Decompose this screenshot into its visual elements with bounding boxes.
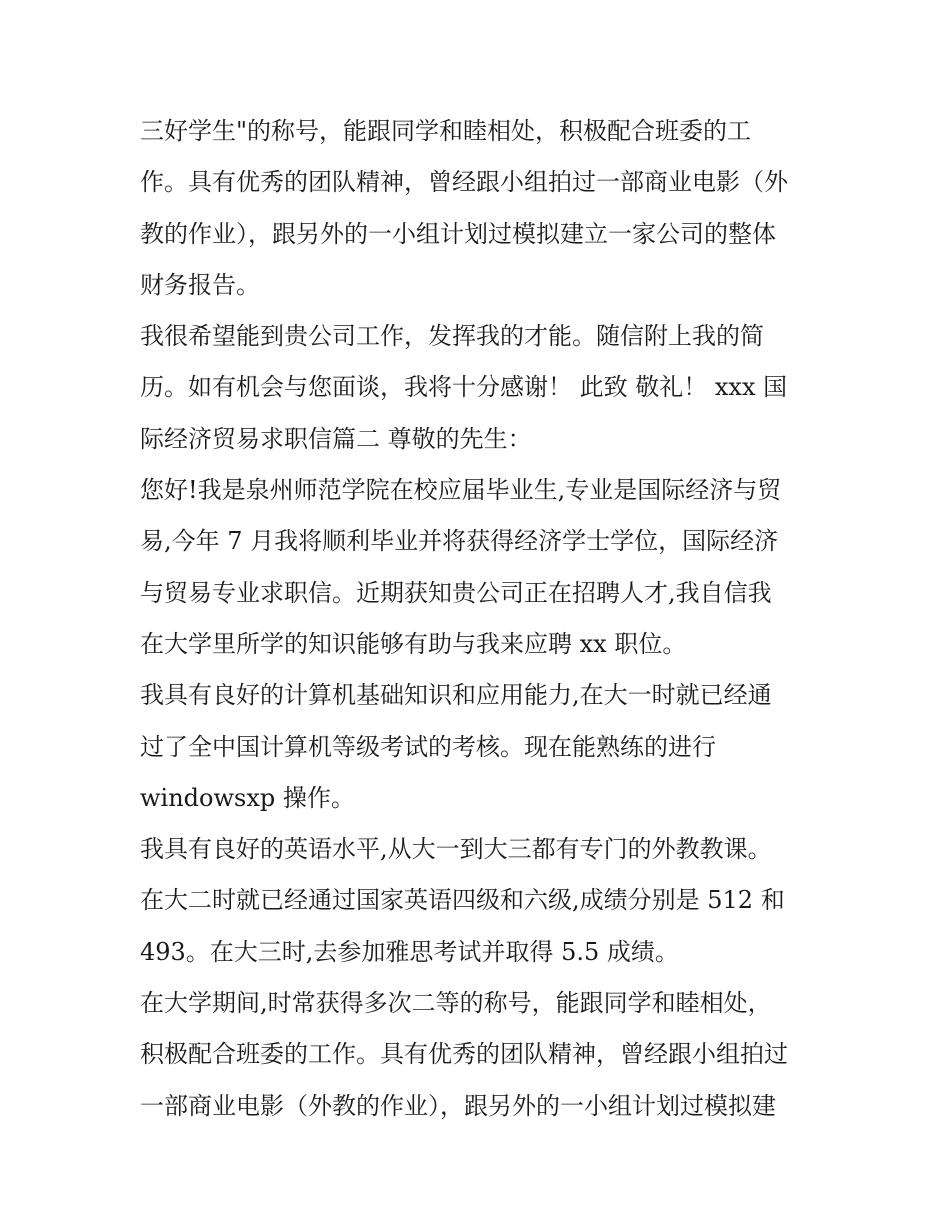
text-line-13: 过了全中国计算机等级考试的考核。现在能熟练的进行 bbox=[140, 732, 716, 761]
text-line-7: 际经济贸易求职信篇二 尊敬的先生： bbox=[140, 424, 532, 453]
text-line-19: 积极配合班委的工作。具有优秀的团队精神，曾经跟小组拍过 bbox=[140, 1040, 788, 1069]
text-line-20: 一部商业电影（外教的作业），跟另外的一小组计划过模拟建 bbox=[140, 1091, 776, 1120]
text-line-4: 财务报告。 bbox=[140, 270, 260, 299]
text-line-15: 我具有良好的英语水平,从大一到大三都有专门的外教教课。 bbox=[140, 835, 772, 864]
text-line-10: 与贸易专业求职信。近期获知贵公司正在招聘人才,我自信我 bbox=[140, 578, 772, 607]
text-line-8: 您好!我是泉州师范学院在校应届毕业生,专业是国际经济与贸 bbox=[140, 476, 782, 505]
text-line-5: 我很希望能到贵公司工作，发挥我的才能。随信附上我的简 bbox=[140, 322, 764, 351]
text-line-6: 历。如有机会与您面谈，我将十分感谢！ 此致 敬礼！ xxx 国 bbox=[140, 373, 788, 402]
text-line-11: 在大学里所学的知识能够有助与我来应聘 xx 职位。 bbox=[140, 629, 687, 658]
text-line-14: windowsxp 操作。 bbox=[140, 783, 355, 812]
text-line-9: 易,今年 7 月我将顺利毕业并将获得经济学士学位，国际经济 bbox=[140, 527, 779, 556]
text-line-16: 在大二时就已经通过国家英语四级和六级,成绩分别是 512 和 bbox=[140, 886, 785, 915]
text-line-3: 教的作业），跟另外的一小组计划过模拟建立一家公司的整体 bbox=[140, 219, 776, 248]
text-line-18: 在大学期间,时常获得多次二等的称号，能跟同学和睦相处， bbox=[140, 989, 772, 1018]
text-line-2: 作。具有优秀的团队精神，曾经跟小组拍过一部商业电影（外 bbox=[140, 168, 788, 197]
text-line-12: 我具有良好的计算机基础知识和应用能力,在大一时就已经通 bbox=[140, 681, 772, 710]
text-line-17: 493。在大三时,去参加雅思考试并取得 5.5 成绩。 bbox=[140, 937, 679, 966]
text-line-1: 三好学生"的称号，能跟同学和睦相处，积极配合班委的工 bbox=[140, 117, 752, 145]
body-text bbox=[140, 106, 820, 1132]
